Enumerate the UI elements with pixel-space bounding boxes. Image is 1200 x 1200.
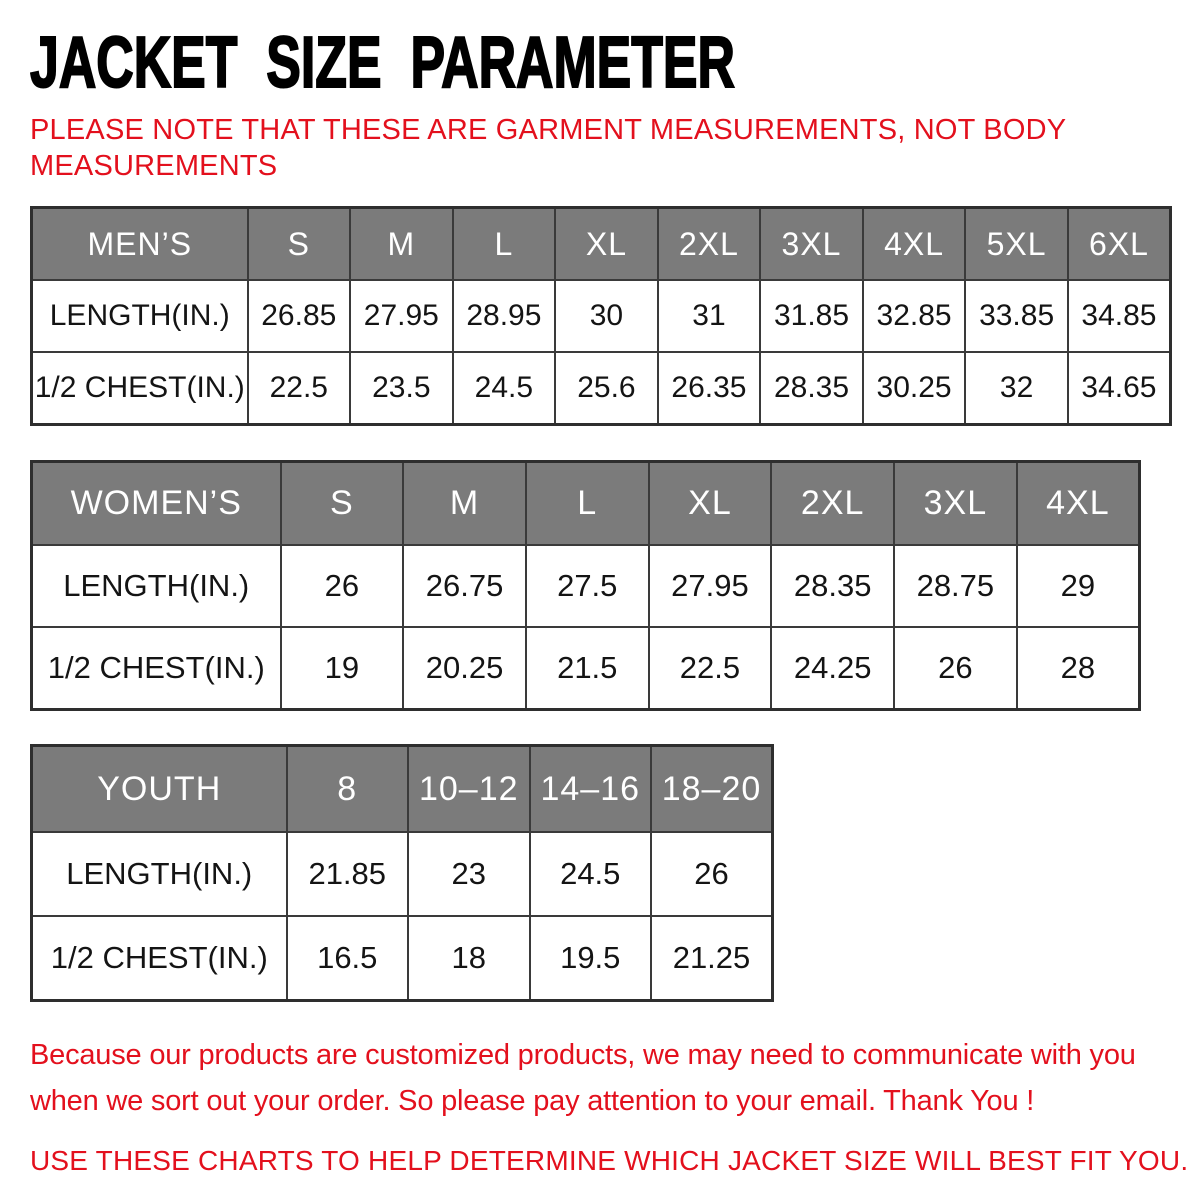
size-column-header: M [350, 208, 453, 281]
measurement-value: 27.95 [350, 280, 453, 352]
group-header: MEN’S [32, 208, 248, 281]
size-header-row [32, 208, 1171, 281]
measurement-value: 26.35 [658, 352, 761, 425]
womens-size-table [30, 460, 1141, 711]
measurement-row [32, 916, 773, 1001]
row-label: 1/2 CHEST(IN.) [32, 916, 287, 1001]
measurement-value: 22.5 [248, 352, 351, 425]
measurement-value: 34.85 [1068, 280, 1171, 352]
measurement-value: 32 [965, 352, 1068, 425]
measurement-row [32, 545, 1140, 627]
size-column-header: 4XL [1017, 462, 1140, 546]
measurement-value: 29 [1017, 545, 1140, 627]
measurement-value: 28.75 [894, 545, 1017, 627]
measurement-value: 21.25 [651, 916, 773, 1001]
measurement-value: 25.6 [555, 352, 658, 425]
measurement-value: 16.5 [287, 916, 409, 1001]
measurement-row [32, 627, 1140, 710]
measurement-row [32, 832, 773, 916]
measurement-note [30, 112, 1172, 184]
size-column-header: 14–16 [530, 746, 652, 833]
measurement-value: 24.5 [453, 352, 556, 425]
measurement-value: 26.75 [403, 545, 526, 627]
measurement-value: 31 [658, 280, 761, 352]
measurement-value: 28.95 [453, 280, 556, 352]
measurement-value: 19.5 [530, 916, 652, 1001]
customization-notice-line-1: Because our products are customized products, we may need to communicate with you [30, 1039, 1136, 1071]
measurement-value: 24.25 [771, 627, 894, 710]
youth-size-table [30, 744, 774, 1002]
measurement-value: 21.5 [526, 627, 649, 710]
size-column-header: S [248, 208, 351, 281]
size-column-header: M [403, 462, 526, 546]
measurement-note-line-2: MEASUREMENTS [30, 150, 278, 182]
mens-size-table [30, 206, 1172, 426]
measurement-value: 18 [408, 916, 530, 1001]
size-column-header: 18–20 [651, 746, 773, 833]
measurement-note-line-1: PLEASE NOTE THAT THESE ARE GARMENT MEASUREMENTS, NOT BODY [30, 114, 1067, 146]
measurement-value: 27.95 [649, 545, 772, 627]
size-column-header: 10–12 [408, 746, 530, 833]
measurement-value: 26 [651, 832, 773, 916]
fit-advice: USE THESE CHARTS TO HELP DETERMINE WHICH JACKET SIZE WILL BEST FIT YOU. [30, 1145, 1189, 1176]
group-header: WOMEN’S [32, 462, 281, 546]
measurement-value: 24.5 [530, 832, 652, 916]
measurement-row [32, 280, 1171, 352]
measurement-value: 26 [894, 627, 1017, 710]
size-header-row [32, 746, 773, 833]
size-column-header: 2XL [771, 462, 894, 546]
measurement-value: 28.35 [771, 545, 894, 627]
size-column-header: S [281, 462, 404, 546]
size-column-header: 3XL [760, 208, 863, 281]
size-column-header: 6XL [1068, 208, 1171, 281]
measurement-value: 34.65 [1068, 352, 1171, 425]
measurement-value: 20.25 [403, 627, 526, 710]
row-label: LENGTH(IN.) [32, 280, 248, 352]
customization-notice-line-2: when we sort out your order. So please pay attention to your email. Thank You ! [30, 1085, 1035, 1117]
measurement-value: 32.85 [863, 280, 966, 352]
row-label: 1/2 CHEST(IN.) [32, 627, 281, 710]
row-label: 1/2 CHEST(IN.) [32, 352, 248, 425]
customization-notice [30, 1032, 1172, 1124]
row-label: LENGTH(IN.) [32, 832, 287, 916]
measurement-value: 33.85 [965, 280, 1068, 352]
size-column-header: XL [555, 208, 658, 281]
measurement-value: 30 [555, 280, 658, 352]
measurement-value: 23.5 [350, 352, 453, 425]
size-column-header: 8 [287, 746, 409, 833]
size-header-row [32, 462, 1140, 546]
measurement-value: 22.5 [649, 627, 772, 710]
measurement-value: 31.85 [760, 280, 863, 352]
size-column-header: XL [649, 462, 772, 546]
measurement-value: 21.85 [287, 832, 409, 916]
measurement-value: 26 [281, 545, 404, 627]
measurement-value: 23 [408, 832, 530, 916]
measurement-value: 30.25 [863, 352, 966, 425]
size-column-header: 2XL [658, 208, 761, 281]
measurement-value: 28.35 [760, 352, 863, 425]
row-label: LENGTH(IN.) [32, 545, 281, 627]
size-column-header: L [453, 208, 556, 281]
page-title: JACKET SIZE PARAMETER [30, 23, 735, 103]
size-column-header: 4XL [863, 208, 966, 281]
size-column-header: 3XL [894, 462, 1017, 546]
measurement-value: 28 [1017, 627, 1140, 710]
measurement-value: 27.5 [526, 545, 649, 627]
measurement-value: 26.85 [248, 280, 351, 352]
measurement-value: 19 [281, 627, 404, 710]
measurement-row [32, 352, 1171, 425]
group-header: YOUTH [32, 746, 287, 833]
size-column-header: 5XL [965, 208, 1068, 281]
size-column-header: L [526, 462, 649, 546]
